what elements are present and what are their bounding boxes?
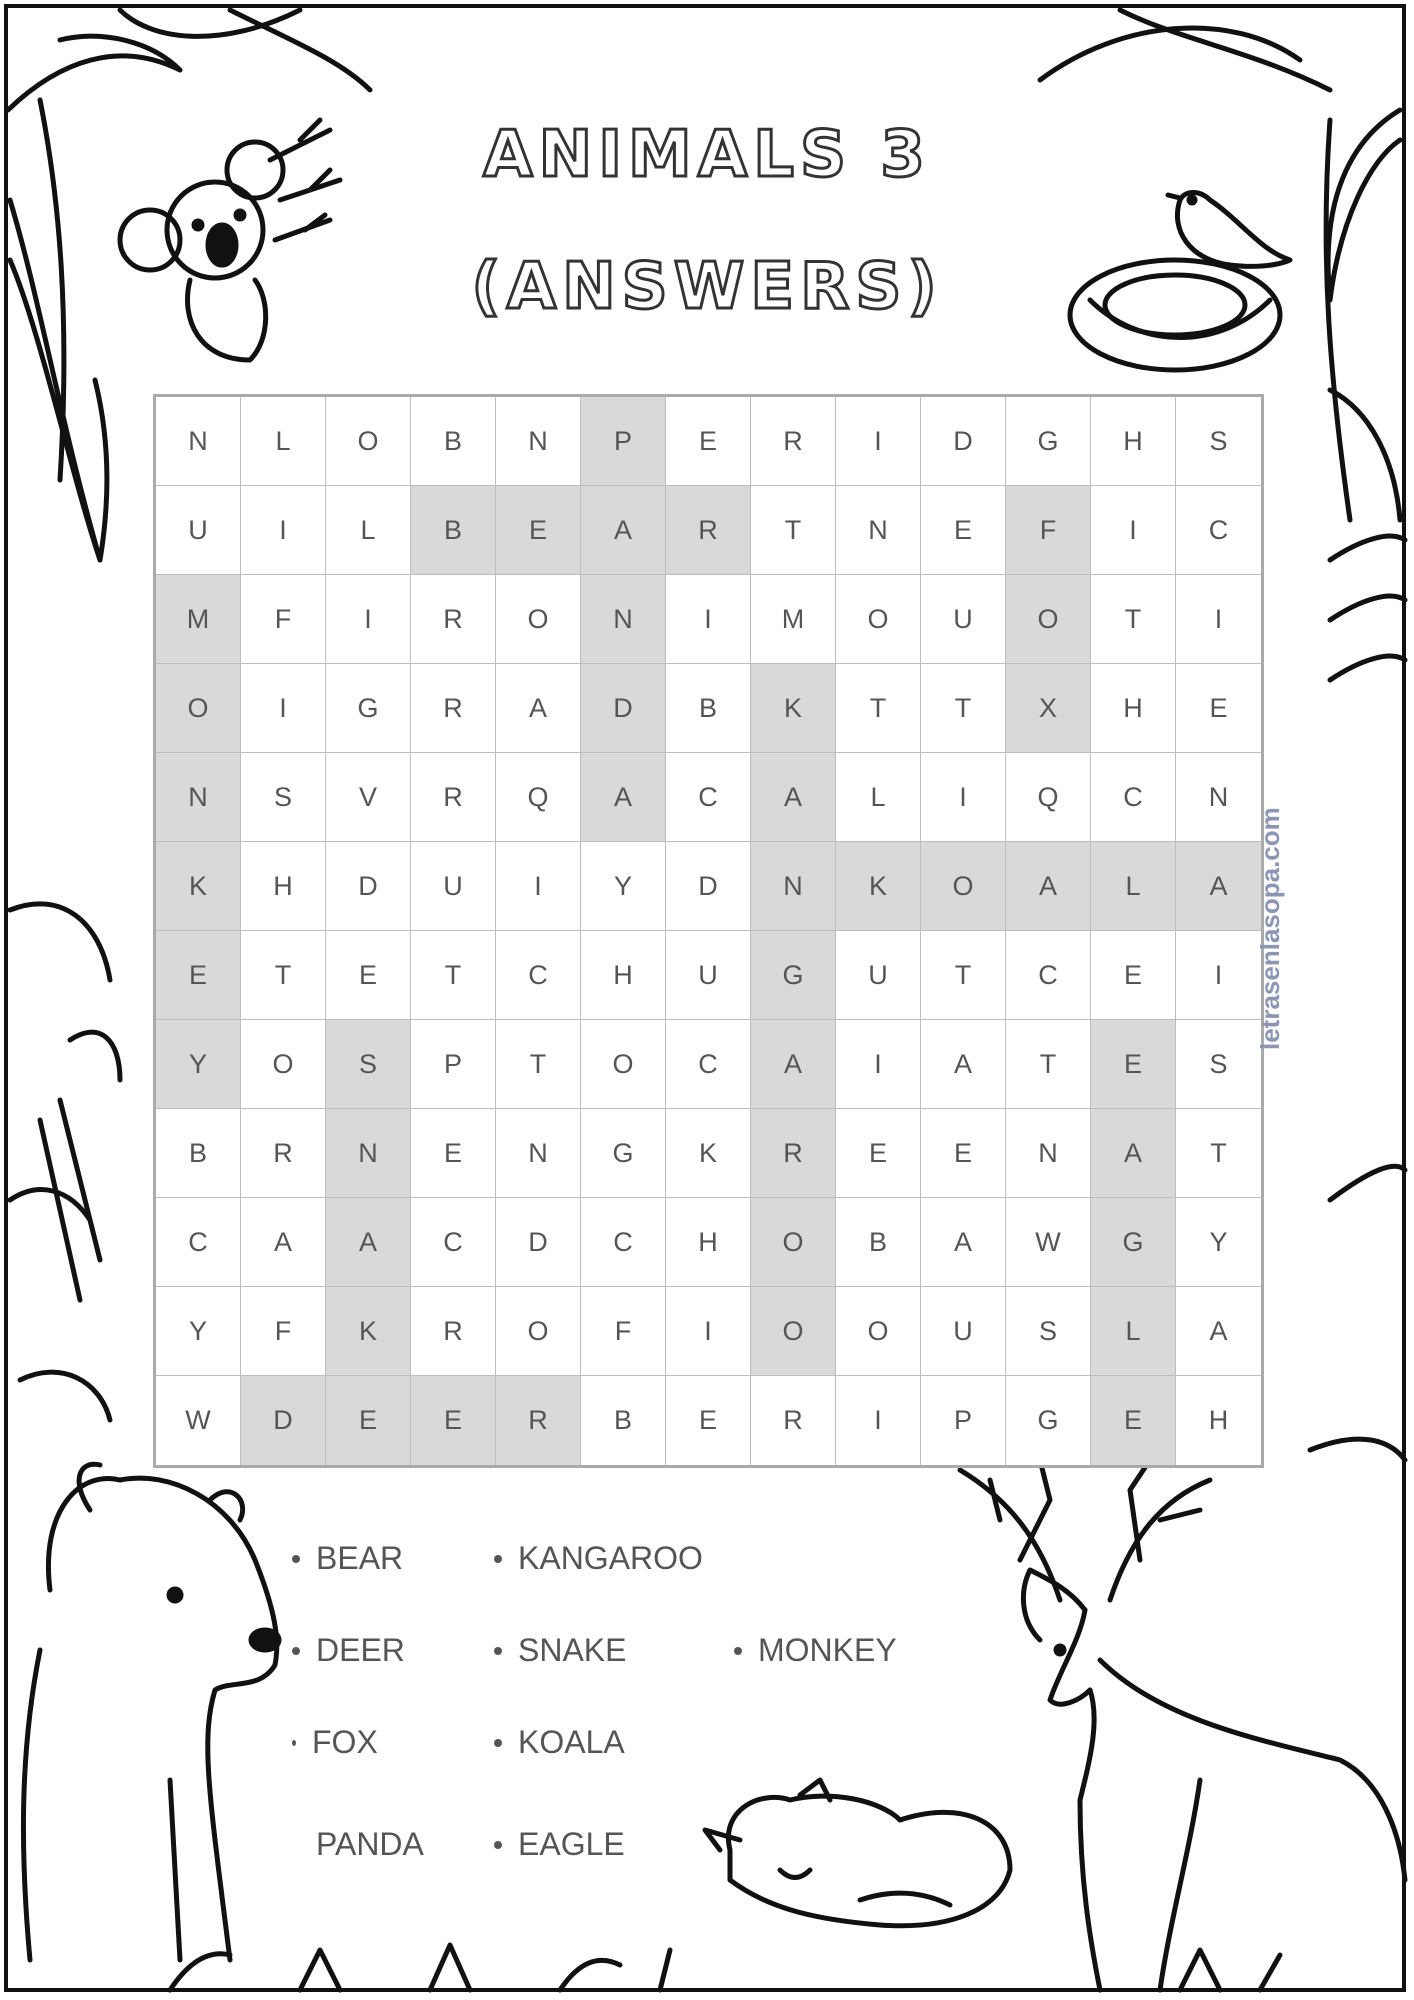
word-search-grid [153, 394, 1264, 1468]
grid-cell: O [921, 842, 1006, 931]
bullet-icon [292, 1555, 300, 1563]
grid-cell: O [326, 397, 411, 486]
grid-cell: Y [1176, 1198, 1261, 1287]
grid-cell: K [836, 842, 921, 931]
grid-cell: D [581, 664, 666, 753]
grid-cell: E [1176, 664, 1261, 753]
grid-cell: O [156, 664, 241, 753]
grid-cell: O [751, 1198, 836, 1287]
grid-cell: P [411, 1020, 496, 1109]
grid-cell: D [326, 842, 411, 931]
grid-cell: T [751, 486, 836, 575]
grid-cell: O [496, 575, 581, 664]
word-list-item: BEAR [292, 1540, 403, 1577]
grid-cell: I [496, 842, 581, 931]
grid-cell: S [1176, 397, 1261, 486]
grid-cell: A [921, 1198, 1006, 1287]
grid-cell: E [411, 1109, 496, 1198]
grid-cell: T [1176, 1109, 1261, 1198]
grid-cell: G [581, 1109, 666, 1198]
grid-cell: O [751, 1287, 836, 1376]
grid-cell: R [666, 486, 751, 575]
grid-cell: T [921, 931, 1006, 1020]
grid-cell: E [156, 931, 241, 1020]
grid-cell: E [666, 397, 751, 486]
grid-cell: B [411, 486, 496, 575]
grid-cell: A [496, 664, 581, 753]
grid-cell: D [921, 397, 1006, 486]
grid-cell: A [241, 1198, 326, 1287]
grid-cell: C [1176, 486, 1261, 575]
grid-cell: R [411, 575, 496, 664]
bullet-icon [292, 1647, 300, 1655]
grid-cell: U [921, 1287, 1006, 1376]
grid-cell: C [1006, 931, 1091, 1020]
grid-cell: E [1091, 1376, 1176, 1465]
grid-cell: T [1091, 575, 1176, 664]
bullet-icon [292, 1740, 296, 1746]
grid-cell: N [156, 753, 241, 842]
grid-cell: H [581, 931, 666, 1020]
bullet-icon [494, 1647, 502, 1655]
grid-cell: M [156, 575, 241, 664]
grid-cell: C [1091, 753, 1176, 842]
grid-cell: U [156, 486, 241, 575]
grid-cell: C [156, 1198, 241, 1287]
grid-cell: W [1006, 1198, 1091, 1287]
grid-cell: K [666, 1109, 751, 1198]
grid-cell: R [411, 1287, 496, 1376]
grid-cell: E [1091, 1020, 1176, 1109]
grid-cell: I [921, 753, 1006, 842]
word-list-item: SNAKE [494, 1632, 626, 1669]
grid-cell: E [836, 1109, 921, 1198]
fox-illustration [705, 1780, 1010, 1926]
grid-cell: N [156, 397, 241, 486]
grid-cell: S [241, 753, 326, 842]
grid-cell: K [326, 1287, 411, 1376]
grid-cell: S [1006, 1287, 1091, 1376]
grid-cell: Q [496, 753, 581, 842]
grid-cell: T [411, 931, 496, 1020]
grid-cell: A [1091, 1109, 1176, 1198]
grid-cell: F [581, 1287, 666, 1376]
grid-cell: B [156, 1109, 241, 1198]
grid-cell: I [1176, 575, 1261, 664]
grid-cell: L [1091, 1287, 1176, 1376]
grid-cell: U [666, 931, 751, 1020]
grid-cell: C [581, 1198, 666, 1287]
grid-cell: H [241, 842, 326, 931]
grid-cell: Y [581, 842, 666, 931]
grid-cell: R [751, 397, 836, 486]
grid-cell: A [751, 753, 836, 842]
grid-cell: I [1176, 931, 1261, 1020]
word-list-item: PANDA [292, 1826, 424, 1863]
grid-cell: H [1091, 664, 1176, 753]
site-watermark: letrasenlasopa.com [1255, 807, 1285, 1050]
grid-cell: R [411, 664, 496, 753]
grid-cell: I [666, 575, 751, 664]
page-title: ANIMALS 3 [483, 118, 931, 192]
word-list-item: KANGAROO [494, 1540, 703, 1577]
grid-cell: O [581, 1020, 666, 1109]
grid-cell: F [241, 575, 326, 664]
grid-cell: R [751, 1376, 836, 1465]
grid-cell: R [411, 753, 496, 842]
grid-cell: O [836, 1287, 921, 1376]
grid-cell: I [836, 397, 921, 486]
grid-cell: E [326, 931, 411, 1020]
grid-cell: Y [156, 1287, 241, 1376]
grid-cell: A [1006, 842, 1091, 931]
grid-cell: A [326, 1198, 411, 1287]
grid-cell: H [1208, 1405, 1229, 1435]
grid-cell: K [156, 842, 241, 931]
grid-cell: E [326, 1376, 411, 1465]
grid-cell: O [836, 575, 921, 664]
grid-cell: S [326, 1020, 411, 1109]
grid-cell: E [496, 486, 581, 575]
grid-cell: E [921, 1109, 1006, 1198]
grid-cell: G [1091, 1198, 1176, 1287]
grid-cell: B [836, 1198, 921, 1287]
bullet-icon [494, 1739, 502, 1747]
grid-cell: Y [156, 1020, 241, 1109]
grid-cell: I [666, 1287, 751, 1376]
grid-cell: D [496, 1198, 581, 1287]
grid-cell: U [836, 931, 921, 1020]
grid-cell: A [581, 486, 666, 575]
grid-cell: T [496, 1020, 581, 1109]
grid-cell: N [1006, 1109, 1091, 1198]
grid-cell: G [1006, 397, 1091, 486]
grid-cell: E [1091, 931, 1176, 1020]
grid-cell: A [1176, 842, 1261, 931]
grid-cell: U [411, 842, 496, 931]
grid-cell: L [1091, 842, 1176, 931]
grid-cell: A [1176, 1287, 1261, 1376]
grid-cell: T [921, 664, 1006, 753]
grid-cell: O [241, 1020, 326, 1109]
grid-cell: R [241, 1109, 326, 1198]
grid-cell: G [751, 931, 836, 1020]
word-list-item: DEER [292, 1632, 405, 1669]
page-subtitle: (ANSWERS) [471, 250, 943, 324]
bear-illustration [23, 1464, 279, 1960]
grid-cell: C [666, 753, 751, 842]
grid-cell: T [836, 664, 921, 753]
grid-cell: A [581, 753, 666, 842]
grid-cell: K [751, 664, 836, 753]
bullet-icon [494, 1555, 502, 1563]
grid-cell: H [666, 1198, 751, 1287]
grid-cell: N [751, 842, 836, 931]
grid-cell: R [751, 1109, 836, 1198]
bullet-icon [292, 1841, 300, 1849]
bullet-icon [734, 1647, 742, 1655]
grid-cell: C [411, 1198, 496, 1287]
grid-cell: N [581, 575, 666, 664]
grid-cell: W [156, 1376, 241, 1465]
grid-cell: N [1176, 753, 1261, 842]
grid-cell: I [836, 1020, 921, 1109]
grid-cell: Q [1006, 753, 1091, 842]
deer-illustration [960, 1460, 1405, 1990]
word-list-item: EAGLE [494, 1826, 625, 1863]
grid-cell: M [751, 575, 836, 664]
grid-cell: B [581, 1376, 666, 1465]
grid-cell: D [666, 842, 751, 931]
grid-cell: O [1006, 575, 1091, 664]
grid-cell: L [241, 397, 326, 486]
grid-cell: T [1006, 1020, 1091, 1109]
word-list-item: KOALA [494, 1724, 625, 1761]
grid-cell: I [836, 1376, 921, 1465]
grid-cell: X [1006, 664, 1091, 753]
grid-cell: O [496, 1287, 581, 1376]
grid-cell: H [1091, 397, 1176, 486]
grid-cell: G [326, 664, 411, 753]
grid-cell: D [241, 1376, 326, 1465]
grid-cell: F [1006, 486, 1091, 575]
grid-cell: A [751, 1020, 836, 1109]
grid-cell: N [836, 486, 921, 575]
grid-cell: G [1006, 1376, 1091, 1465]
grid-cell: P [581, 397, 666, 486]
grid-cell: I [1091, 486, 1176, 575]
grid-cell: E [411, 1376, 496, 1465]
grid-cell: C [666, 1020, 751, 1109]
grid-cell: E [666, 1376, 751, 1465]
grid-cell: N [496, 1109, 581, 1198]
grid-cell: C [496, 931, 581, 1020]
grid-cell: I [326, 575, 411, 664]
grid-cell: B [411, 397, 496, 486]
grid-cell: S [1176, 1020, 1261, 1109]
grid-cell: A [921, 1020, 1006, 1109]
grid-cell: R [496, 1376, 581, 1465]
grid-cell: I [241, 664, 326, 753]
grid-cell: I [241, 486, 326, 575]
grid-cell: N [496, 397, 581, 486]
grid-cell: U [921, 575, 1006, 664]
grid-cell: V [326, 753, 411, 842]
grid-cell: P [921, 1376, 1006, 1465]
word-list-item: MONKEY [734, 1632, 897, 1669]
grid-cell: L [836, 753, 921, 842]
grid-cell: T [241, 931, 326, 1020]
grid-cell: N [326, 1109, 411, 1198]
bullet-icon [494, 1841, 502, 1849]
grid-cell: B [666, 664, 751, 753]
grid-cell: F [241, 1287, 326, 1376]
grid-cell: E [921, 486, 1006, 575]
grid-cell: L [326, 486, 411, 575]
word-list-item: FOX [292, 1724, 378, 1761]
